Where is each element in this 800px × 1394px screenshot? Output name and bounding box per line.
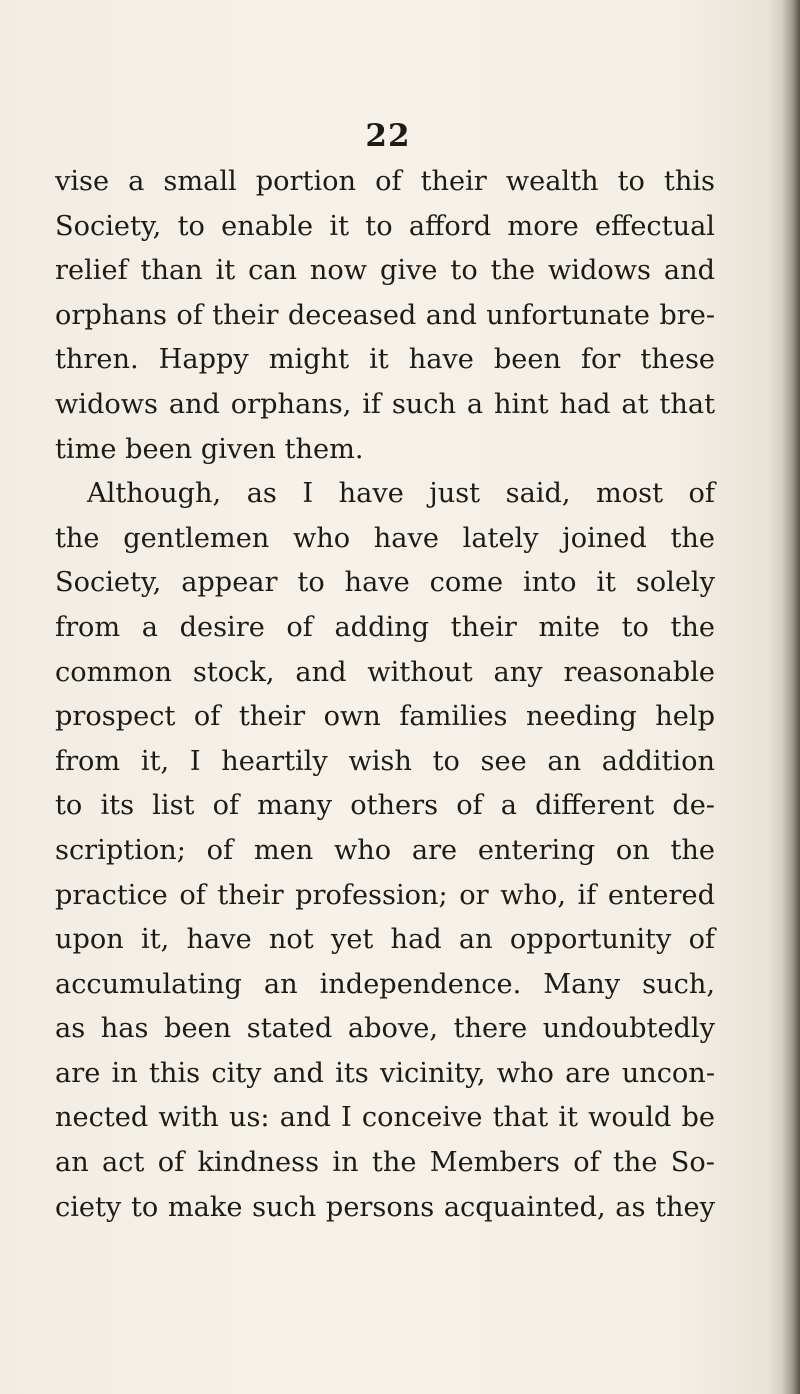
text-line: an act of kindness in the Members of the So- <box>55 1147 715 1179</box>
paragraph-start: Although, as I have just said, most of <box>87 478 715 510</box>
text-line: orphans of their deceased and unfortunate bre- <box>55 299 715 331</box>
text-line: prospect of their own families needing help <box>55 701 715 733</box>
text-line: Society, appear to have come into it solely <box>55 567 715 599</box>
text-line: widows and orphans, if such a hint had at that <box>55 388 715 420</box>
text-line: relief than it can now give to the widows and <box>55 255 715 287</box>
text-line: ciety to make such persons acquainted, as they <box>55 1191 715 1223</box>
text-line: nected with us: and I conceive that it would be <box>55 1102 715 1134</box>
text-line: thren. Happy might it have been for these <box>55 344 715 376</box>
text-line: Society, to enable it to afford more effectual <box>55 210 715 242</box>
page-number: 22 <box>365 118 411 154</box>
text-line: the gentlemen who have lately joined the <box>55 522 715 554</box>
text-line: scription; of men who are entering on the <box>55 834 715 866</box>
body-text <box>55 160 715 1230</box>
text-line: to its list of many others of a different de- <box>55 790 715 822</box>
text-line: practice of their profession; or who, if entered <box>55 879 715 911</box>
text-line: from a desire of adding their mite to the <box>55 611 715 643</box>
text-line: time been given them. <box>55 433 364 465</box>
text-line: upon it, have not yet had an opportunity of <box>55 924 715 956</box>
page-edge-shadow <box>782 0 800 1394</box>
text-line: as has been stated above, there undoubtedly <box>55 1013 715 1045</box>
text-line: common stock, and without any reasonable <box>55 656 715 688</box>
text-line: from it, I heartily wish to see an addition <box>55 745 715 777</box>
text-line: vise a small portion of their wealth to this <box>55 166 715 197</box>
text-line: accumulating an independence. Many such, <box>55 968 715 1000</box>
text-line: are in this city and its vicinity, who are uncon- <box>55 1057 715 1089</box>
